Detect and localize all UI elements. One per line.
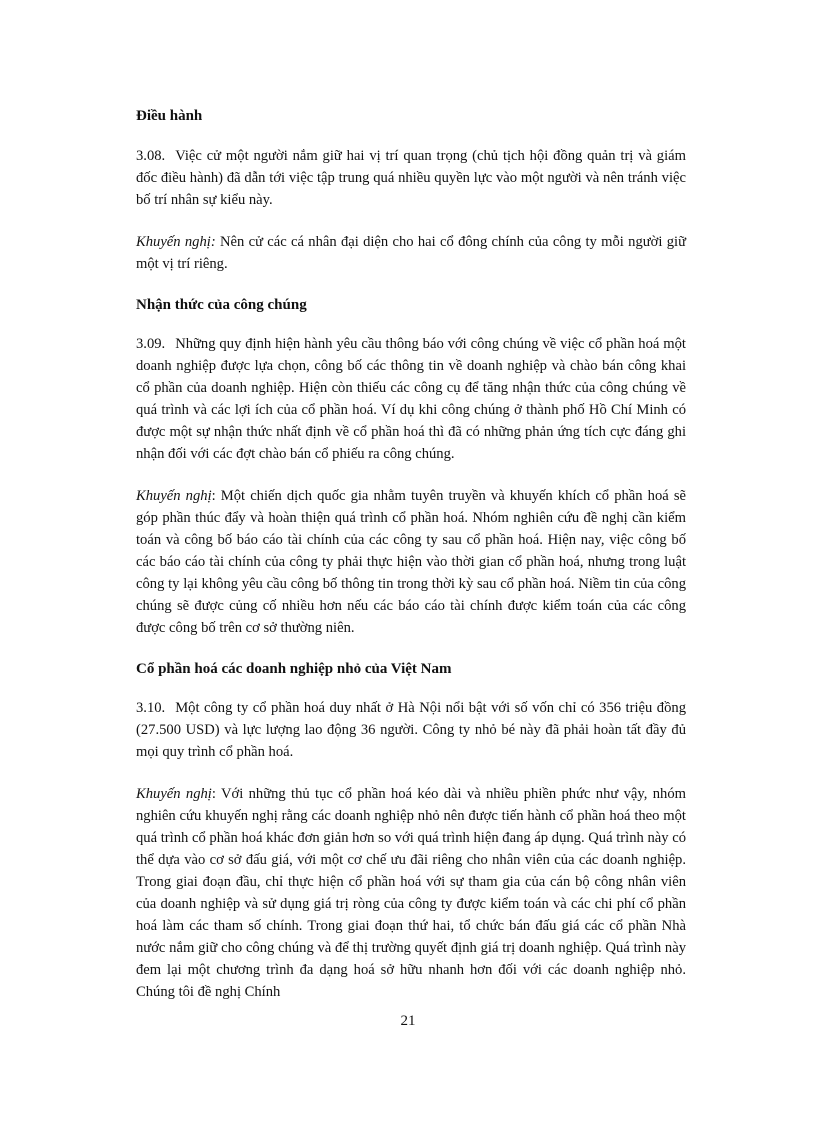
recommendation-text: : Một chiến dịch quốc gia nhằm tuyên truyền và khuyến khích cổ phần hoá sẽ góp phần thúc đẩy và hoàn thiện quá trình cổ phần hoá. Nhóm nghiên cứu đề nghị cần kiểm toán và công bố báo cáo tài chính của các công ty sau cổ phần hoá. Hiện nay, việc công bố các báo cáo tài chính của công ty phải thực hiện vào thời gian cổ phần hoá, nhưng trong luật công ty lại không yêu cầu công bố thông tin trong thời kỳ sau cổ phần hoá. Niềm tin của công chúng sẽ được củng cố nhiều hơn nếu các báo cáo tài chính được kiểm toán của các công được công bố trên cơ sở thường niên. bbox=[136, 488, 686, 636]
paragraph-text: Việc cử một người nắm giữ hai vị trí quan trọng (chủ tịch hội đồng quản trị và giám đốc điều hành) đã dẫn tới việc tập trung quá nhiều quyền lực vào một người và nên tránh việc bố trí nhân sự kiểu này. bbox=[136, 148, 686, 208]
recommendation-text: : Với những thủ tục cổ phần hoá kéo dài và nhiều phiền phức như vậy, nhóm nghiên cứu khuyến nghị rằng các doanh nghiệp nhỏ nên được tiến hành cổ phần hoá theo một quá trình cổ phần hoá khác đơn giản hơn so với quá trình hiện đang áp dụng. Quá trình này có thể dựa vào cơ sở đấu giá, với một cơ chế ưu đãi riêng cho nhân viên của các doanh nghiệp. Trong giai đoạn đầu, chỉ thực hiện cổ phần hoá với sự tham gia của cán bộ công nhân viên của doanh nghiệp và sử dụng giá trị ròng của công ty được kiểm toán và các chi phí cổ phần hoá làm các tham số chính. Trong giai đoạn thứ hai, tổ chức bán đấu giá các cổ phần Nhà nước nắm giữ cho công chúng và để thị trường quyết định giá trị doanh nghiệp. Quá trình này đem lại một chương trình đa dạng hoá sở hữu nhanh hơn đối với các doanh nghiệp nhỏ. Chúng tôi đề nghị Chính bbox=[136, 786, 686, 1000]
paragraph-3-09 bbox=[136, 333, 686, 465]
recommendation-3-09 bbox=[136, 485, 686, 639]
section-heading-nhan-thuc: Nhận thức của công chúng bbox=[136, 297, 307, 313]
recommendation-text: Nên cử các cá nhân đại diện cho hai cổ đông chính của công ty mỗi người giữ một vị trí riêng. bbox=[136, 234, 686, 272]
paragraph-text: Những quy định hiện hành yêu cầu thông báo với công chúng về việc cổ phần hoá một doanh nghiệp được lựa chọn, công bố các thông tin về doanh nghiệp và chào bán công khai cổ phần của doanh nghiệp. Hiện còn thiếu các công cụ để tăng nhận thức của công chúng về quá trình và các lợi ích của cổ phần hoá. Ví dụ khi công chúng ở thành phố Hồ Chí Minh có được một sự nhận thức nhất định về cổ phần hoá thì đã có những phản ứng tích cực đáng ghi nhận đối với các đợt chào bán cổ phiếu ra công chúng. bbox=[136, 336, 686, 462]
paragraph-number: 3.08. bbox=[136, 148, 166, 164]
section-heading-co-phan-hoa: Cổ phần hoá các doanh nghiệp nhỏ của Việt Nam bbox=[136, 661, 452, 677]
paragraph-number: 3.09. bbox=[136, 336, 166, 352]
page-number: 21 bbox=[400, 1013, 416, 1029]
paragraph-number: 3.10. bbox=[136, 700, 166, 716]
paragraph-text: Một công ty cổ phần hoá duy nhất ở Hà Nội nổi bật với số vốn chỉ có 356 triệu đồng (27.500 USD) và lực lượng lao động 36 người. Công ty nhỏ bé này đã phải hoàn tất đầy đủ mọi quy trình cổ phần hoá. bbox=[136, 700, 686, 760]
paragraph-3-10 bbox=[136, 697, 686, 763]
section-heading-dieu-hanh: Điều hành bbox=[136, 108, 203, 124]
recommendation-label: Khuyến nghị bbox=[136, 786, 212, 802]
recommendation-label: Khuyến nghị: bbox=[136, 234, 216, 250]
recommendation-3-10 bbox=[136, 783, 686, 1003]
recommendation-label: Khuyến nghị bbox=[136, 488, 212, 504]
recommendation-3-08 bbox=[136, 231, 686, 275]
page-content bbox=[136, 106, 686, 1003]
paragraph-3-08 bbox=[136, 145, 686, 211]
